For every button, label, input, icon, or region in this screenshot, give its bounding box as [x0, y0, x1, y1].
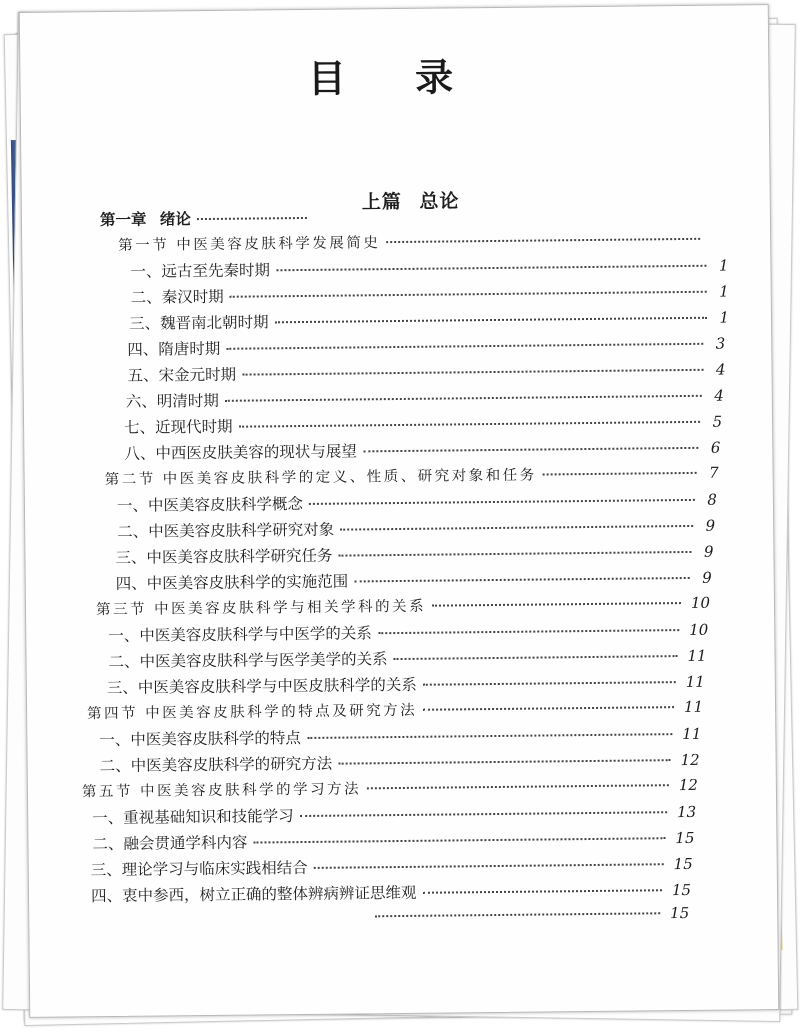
- toc-leader: [338, 551, 691, 557]
- toc-leader: [386, 238, 700, 243]
- toc-entry-page: 15: [673, 854, 693, 874]
- toc-entry-page: 15: [675, 828, 695, 848]
- toc-leader: [239, 421, 700, 428]
- toc-leader: [242, 369, 703, 376]
- part-title: 上篇 总论: [361, 190, 460, 214]
- toc-entry-label: 二、融会贯通学科内容: [92, 833, 248, 854]
- toc-entry-page: 1: [719, 308, 730, 327]
- toc-entry-label: 一、重视基础知识和技能学习: [92, 807, 294, 828]
- toc-entry-label: 四、中医美容皮肤科学的实施范围: [115, 572, 349, 593]
- toc-entry-label: 一、远古至先秦时期: [130, 261, 271, 281]
- toc-entry-page: 10: [689, 620, 709, 639]
- toc-leader: [354, 577, 689, 583]
- table-of-contents: [20, 5, 778, 1017]
- toc-leader: [276, 265, 706, 272]
- toc-entry-page: 9: [702, 568, 712, 587]
- toc-leader: [423, 681, 676, 686]
- toc-entry-page: 11: [683, 697, 704, 717]
- toc-leader: [340, 525, 693, 531]
- toc-entry[interactable]: [369, 904, 689, 933]
- toc-entry-page: 5: [712, 412, 723, 431]
- toc-entry-page: 7: [708, 463, 719, 482]
- toc-leader: [375, 912, 660, 917]
- toc-leader: [423, 706, 674, 711]
- toc-leader: [275, 317, 707, 324]
- toc-entry-label: 一、中医美容皮肤科学概念: [116, 495, 304, 515]
- toc-leader: [423, 889, 662, 894]
- toc-entry-label: 第一章 绪论: [99, 210, 191, 230]
- toc-entry-page: 3: [715, 334, 726, 353]
- toc-entry-page: 10: [690, 593, 711, 612]
- toc-entry-label: 三、魏晋南北朝时期: [128, 313, 269, 333]
- toc-leader: [543, 472, 697, 476]
- toc-leader: [363, 447, 698, 453]
- toc-entry-label: 第三节 中医美容皮肤科学与相关学科的关系: [95, 598, 427, 619]
- toc-entry-page: 6: [710, 438, 721, 457]
- toc-entry-page: 11: [685, 672, 705, 692]
- toc-leader: [314, 863, 664, 869]
- page-title: 目 录: [307, 55, 482, 101]
- toc-entry-page: 9: [703, 542, 714, 561]
- toc-entry-label: 第五节 中医美容皮肤科学的学习方法: [81, 781, 362, 801]
- toc-entry-label: 二、中医美容皮肤科学研究对象: [117, 520, 335, 541]
- toc-entry-label: 第一节 中医美容皮肤科学发展简史: [118, 235, 381, 254]
- toc-entry-page: 11: [682, 724, 702, 744]
- toc-page: [19, 4, 779, 1018]
- toc-entry-page: 13: [676, 802, 697, 822]
- toc-entry-label: 四、衷中参西，树立正确的整体辨病辨证思维观: [90, 883, 417, 906]
- toc-leader: [378, 629, 679, 634]
- toc-entry-label: 一、中医美容皮肤科学的特点: [99, 729, 301, 750]
- toc-leader: [307, 733, 672, 739]
- toc-leader: [226, 343, 703, 350]
- toc-entry-label: 第二节 中医美容皮肤科学的定义、性质、研究对象和任务: [104, 467, 537, 489]
- toc-entry-label: 八、中西医皮肤美容的现状与展望: [124, 442, 357, 463]
- toc-entry-label: 三、中医美容皮肤科学与中医皮肤科学的关系: [106, 675, 417, 698]
- toc-entry-page: 11: [687, 646, 707, 665]
- toc-entry-label: 三、中医美容皮肤科学研究任务: [115, 546, 333, 567]
- toc-entry-page: 4: [715, 360, 726, 379]
- toc-leader: [338, 759, 670, 764]
- toc-entry-label: 六、明清时期: [125, 391, 219, 411]
- toc-entry-label: 一、中医美容皮肤科学与中医学的关系: [108, 624, 372, 646]
- toc-entry-label: 二、中医美容皮肤科学与医学美学的关系: [108, 650, 388, 672]
- toc-entry-label: 五、宋金元时期: [127, 365, 237, 385]
- toc-entry-page: 1: [718, 256, 729, 275]
- toc-entry-page: 1: [719, 282, 729, 301]
- toc-leader: [309, 499, 695, 505]
- toc-leader: [367, 784, 669, 789]
- toc-entry-page: 12: [678, 775, 698, 795]
- toc-entry-label: 二、中医美容皮肤科学的研究方法: [99, 754, 333, 776]
- toc-leader: [230, 291, 707, 298]
- toc-entry-page: 4: [714, 386, 724, 405]
- toc-entry-page: 12: [680, 750, 700, 770]
- toc-entry-page: 8: [707, 490, 717, 509]
- toc-entry-label: 七、近现代时期: [124, 417, 233, 437]
- toc-leader: [225, 395, 702, 402]
- toc-leader: [432, 602, 681, 607]
- toc-leader: [253, 837, 665, 843]
- toc-entry-page: 15: [671, 880, 692, 900]
- toc-entry-label: 三、理论学习与临床实践相结合: [90, 858, 308, 880]
- toc-entry-label: 二、秦汉时期: [130, 287, 224, 307]
- toc-entry-label: 第四节 中医美容皮肤科学的特点及研究方法: [87, 702, 418, 723]
- toc-entry-label: 四、隋唐时期: [127, 339, 221, 359]
- toc-entry-page: 15: [670, 903, 690, 923]
- toc-leader: [394, 655, 678, 660]
- toc-leader: [300, 811, 667, 817]
- toc-leader: [197, 217, 307, 220]
- toc-entry-page: 9: [705, 516, 716, 535]
